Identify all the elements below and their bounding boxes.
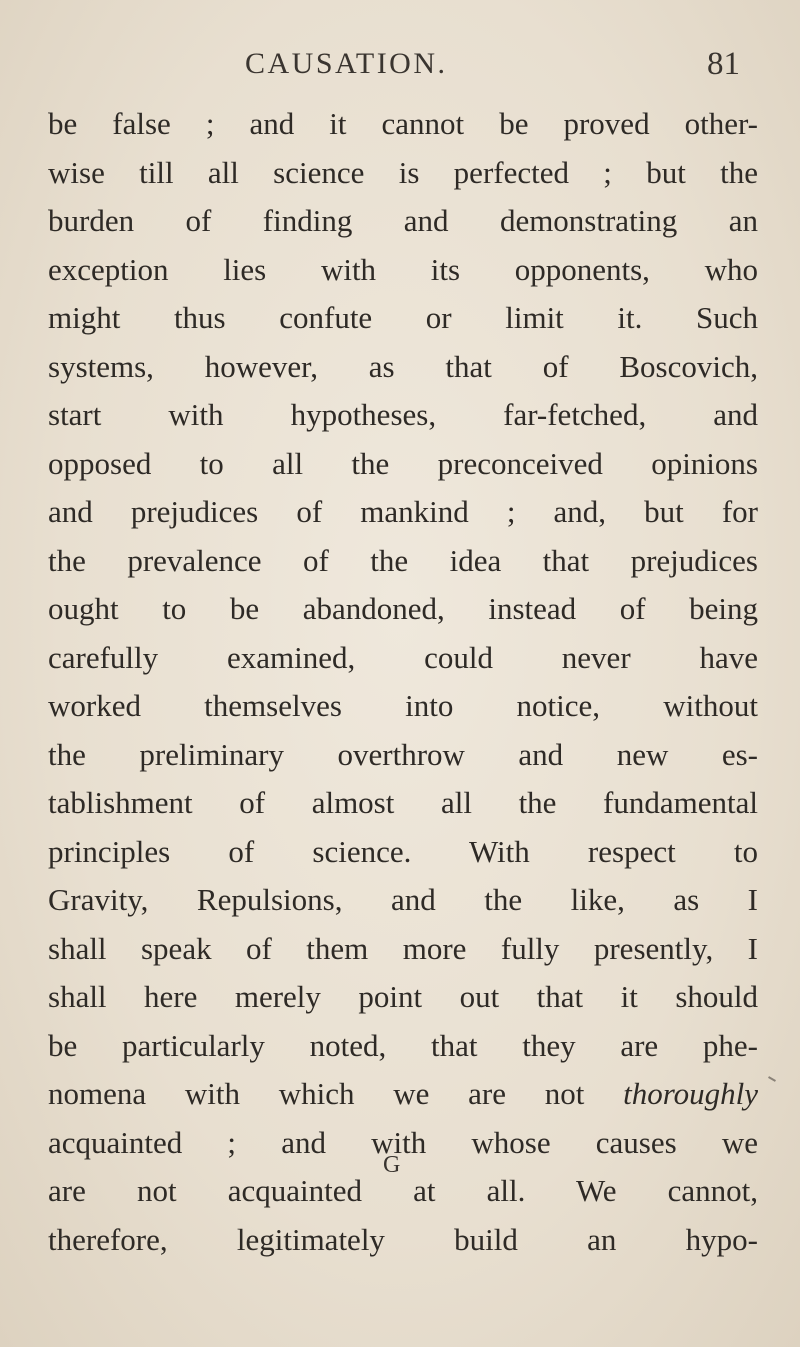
running-head: [0, 44, 800, 84]
text-line: wise till all science is perfected ; but the: [48, 154, 758, 190]
text-line: acquainted ; and with whose causes we: [48, 1124, 758, 1160]
text-line: nomena with which we are not thoroughly: [48, 1076, 758, 1111]
text-line: and prejudices of mankind ; and, but for: [48, 494, 758, 529]
signature-mark: G: [383, 1152, 401, 1178]
text-line: systems, however, as that of Boscovich,: [48, 348, 758, 384]
text-line: carefully examined, could never have: [48, 639, 758, 675]
text-line: burden of finding and demonstrating an: [48, 203, 758, 238]
emphasized-word: thoroughly: [623, 1076, 758, 1111]
text-line: Gravity, Repulsions, and the like, as I: [48, 882, 758, 917]
text-line: the preliminary overthrow and new es-: [48, 736, 758, 772]
text-line: be false ; and it cannot be proved other-: [48, 106, 758, 141]
running-head-title: CAUSATION.: [245, 47, 448, 80]
text-line: ought to be abandoned, instead of being: [48, 591, 758, 626]
text-line: might thus confute or limit it. Such: [48, 300, 758, 335]
text-line: shall speak of them more fully presently, I: [48, 930, 758, 966]
text-line: exception lies with its opponents, who: [48, 251, 758, 287]
text-line: opposed to all the preconceived opinions: [48, 445, 758, 481]
text-line: the prevalence of the idea that prejudices: [48, 542, 758, 578]
margin-tick: [768, 1076, 776, 1082]
body-text: [48, 100, 758, 1264]
text-line: be particularly noted, that they are phe-: [48, 1027, 758, 1063]
text-line: tablishment of almost all the fundamental: [48, 785, 758, 820]
text-line: worked themselves into notice, without: [48, 688, 758, 723]
page-number: 81: [707, 46, 740, 82]
text-line: shall here merely point out that it should: [48, 979, 758, 1014]
text-line: therefore, legitimately build an hypo-: [48, 1221, 758, 1257]
text-line: are not acquainted at all. We cannot,: [48, 1173, 758, 1208]
text-line: start with hypotheses, far-fetched, and: [48, 397, 758, 432]
text-line: principles of science. With respect to: [48, 833, 758, 869]
